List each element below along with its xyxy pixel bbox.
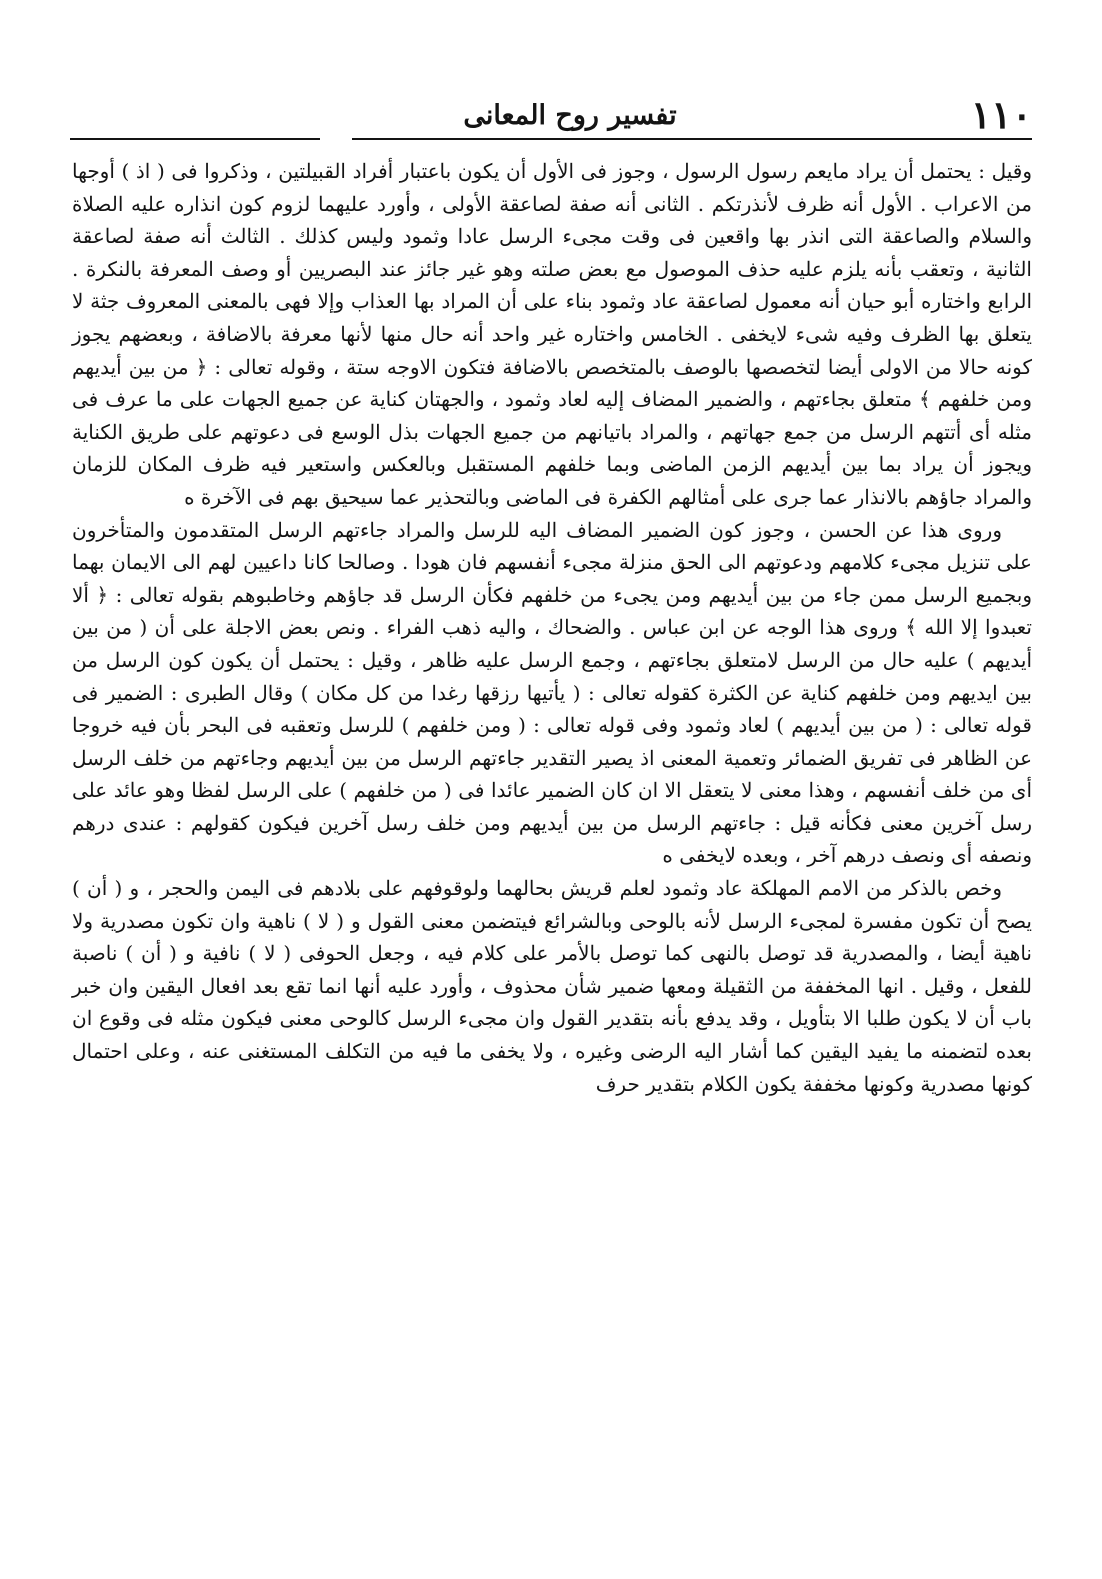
header-rule-left (70, 138, 320, 140)
paragraph: وروى هذا عن الحسن ، وجوز كون الضمير المضاف اليه للرسل والمراد جاءتهم الرسل المتقدمون والمتأخرون على تنزيل مجىء كلامهم ودعوتهم الى الحق منزلة مجىء أنفسهم فان هودا . وصالحا كانا داعيين لهم الى الايمان بهما وبجميع الرسل ممن جاء من بين أيديهم ومن يجىء من خلفهم فكأن الرسل قد جاؤهم وخاطبوهم بقوله تعالى : ﴿ ألا تعبدوا إلا الله ﴾ وروى هذا الوجه عن ابن عباس . والضحاك ، واليه ذهب الفراء . ونص بعض الاجلة على أن ( من بين أيديهم ) عليه حال من الرسل لامتعلق بجاءتهم ، وجمع الرسل عليه ظاهر ، وقيل : يحتمل أن يكون كون الرسل من بين ايديهم ومن خلفهم كناية عن الكثرة كقوله تعالى : ( يأتيها رزقها رغدا من كل مكان ) وقال الطبرى : الضمير فى قوله تعالى : ( من بين أيديهم ) لعاد وثمود وفى قوله تعالى : ( ومن خلفهم ) للرسل وتعقبه فى البحر بأن فيه خروجا عن الظاهر فى تفريق الضمائر وتعمية المعنى اذ يصير التقدير جاءتهم الرسل من بين أيديهم وجاءتهم من خلف الرسل أى من خلف أنفسهم ، وهذا معنى لا يتعقل الا ان كان الضمير عائدا فى ( من خلفهم ) على الرسل لفظا وهو عائد على رسل آخرين معنى فكأنه قيل : جاءتهم الرسل من بين أيديهم ومن خلف رسل آخرين فيكون كقولهم : عندى درهم ونصفه أى ونصف درهم آخر ، وبعده لايخفى ه (72, 517, 1032, 868)
page-number: ١١٠ (970, 92, 1032, 137)
body-text (72, 155, 1032, 1100)
header-rule-right (352, 138, 1032, 140)
page-header (70, 92, 1032, 142)
paragraph: وقيل : يحتمل أن يراد مايعم رسول الرسول ، وجوز فى الأول أن يكون باعتبار أفراد القبيلتين ، وذكروا فى ( اذ ) أوجها من الاعراب . الأول أنه ظرف لأنذرتكم . الثانى أنه صفة لصاعقة الأولى ، وأورد عليهما لزوم كون انذاره عليه الصلاة والسلام والصاعقة التى انذر بها واقعين فى وقت مجىء الرسل عادا وثمود وليس كذلك . الثالث أنه صفة لصاعقة الثانية ، وتعقب بأنه يلزم عليه حذف الموصول مع بعض صلته وهو غير جائز عند البصريين أو وصف المعرفة بالنكرة . الرابع واختاره أبو حيان أنه معمول لصاعقة عاد وثمود بناء على أن المراد بها العذاب وإلا فهى بالمعنى المعروف جثة لا يتعلق بها الظرف وفيه شىء لايخفى . الخامس واختاره غير واحد أنه حال منها لأنها معرفة بالاضافة ، وبعضهم يجوز كونه حالا من الاولى أيضا لتخصصها بالوصف بالمتخصص بالاضافة فتكون الاوجه ستة ، وقوله تعالى : ﴿ من بين أيديهم ومن خلفهم ﴾ متعلق بجاءتهم ، والضمير المضاف إليه لعاد وثمود ، والجهتان كناية عن جميع الجهات على ما عرف فى مثله أى أتتهم الرسل من جمع جهاتهم ، والمراد باتيانهم من جميع الجهات بذل الوسع فى دعوتهم على طريق الكناية ويجوز أن يراد بما بين أيديهم الزمن الماضى وبما خلفهم المستقبل وبالعكس واستعير فيه ظرف المكان للزمان والمراد جاؤهم بالانذار عما جرى على أمثالهم الكفرة فى الماضى وبالتحذير عما سيحيق بهم فى الآخرة ه (72, 159, 1032, 509)
paragraph: وخص بالذكر من الامم المهلكة عاد وثمود لعلم قريش بحالهما ولوقوفهم على بلادهم فى اليمن والحجر ، و ( أن ) يصح أن تكون مفسرة لمجىء الرسل لأنه بالوحى وبالشرائع فيتضمن معنى القول و ( لا ) ناهية وان تكون مصدرية ولا ناهية أيضا ، والمصدرية قد توصل بالنهى كما توصل بالأمر على كلام فيه ، وجعل الحوفى ( لا ) نافية و ( أن ) ناصبة للفعل ، وقيل . انها المخففة من الثقيلة ومعها ضمير شأن محذوف ، وأورد عليه أنها انما تقع بعد افعال اليقين وان خبر باب أن لا يكون طلبا الا بتأويل ، وقد يدفع بأنه بتقدير القول وان مجىء الرسل كالوحى معنى فيكون مثله فى وقوع ان بعده لتضمنه ما يفيد اليقين كما أشار اليه الرضى وغيره ، ولا يخفى ما فيه من التكلف المستغنى عنه ، وعلى احتمال كونها مصدرية وكونها مخففة يكون الكلام بتقدير حرف (72, 876, 1032, 1096)
running-title: تفسير روح المعانى (463, 100, 677, 131)
